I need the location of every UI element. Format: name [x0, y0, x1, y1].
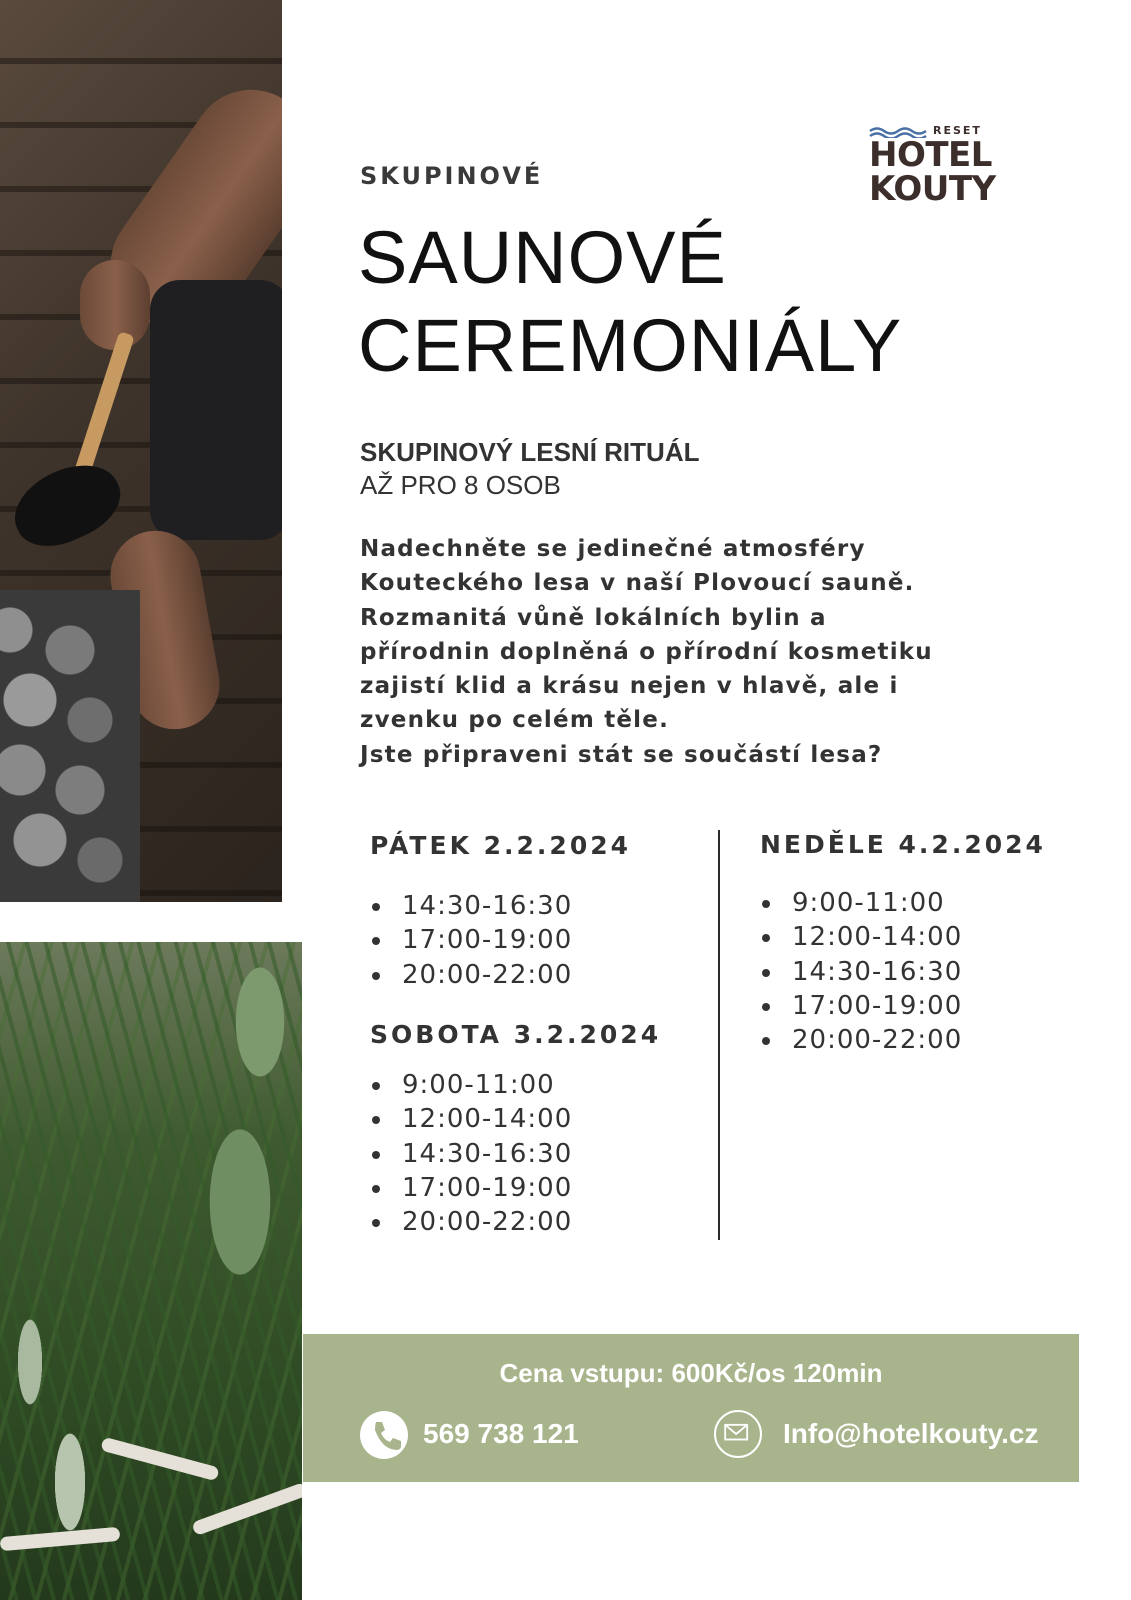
- saturday-heading: SOBOTA 3.2.2024: [370, 1020, 662, 1049]
- sunday-times: [748, 886, 962, 1057]
- time-slot: • 17:00-19:00: [394, 923, 572, 957]
- description-line: zajistí klid a krásu nejen v hlavě, ale i: [360, 673, 899, 700]
- eyebrow-text: SKUPINOVÉ: [360, 162, 544, 190]
- description: [360, 532, 1060, 772]
- time-slot: • 12:00-14:00: [394, 1102, 572, 1136]
- time-slot: • 14:30-16:30: [394, 1137, 572, 1171]
- sunday-heading: NEDĚLE 4.2.2024: [760, 830, 1046, 859]
- description-line: přírodnin doplněná o přírodní kosmetiku: [360, 638, 933, 665]
- column-divider: [718, 830, 720, 1240]
- time-slot: • 17:00-19:00: [394, 1171, 572, 1205]
- sauna-photo: [0, 0, 282, 902]
- friday-heading: PÁTEK 2.2.2024: [370, 831, 632, 860]
- title-line-1: SAUNOVÉ: [358, 216, 727, 299]
- page-title: [358, 214, 902, 390]
- description-line: Jste připraveni stát se součástí lesa?: [360, 741, 883, 768]
- logo-kouty: KOUTY: [869, 169, 996, 209]
- time-slot: • 20:00-22:00: [784, 1023, 962, 1057]
- time-slot: • 9:00-11:00: [784, 886, 962, 920]
- friday-times: [358, 889, 572, 992]
- time-slot: • 17:00-19:00: [784, 989, 962, 1023]
- saturday-times: [358, 1068, 572, 1239]
- logo-reset: RESET: [933, 124, 982, 137]
- herbs-photo: [0, 942, 302, 1600]
- price-contact-band: [303, 1334, 1079, 1482]
- price-text: Cena vstupu: 600Kč/os 120min: [499, 1358, 883, 1388]
- description-line: Rozmanitá vůně lokálních bylin a: [360, 604, 827, 631]
- phone-number[interactable]: 569 738 121: [423, 1418, 579, 1449]
- phone-icon: [360, 1411, 408, 1459]
- logo-hotel: HOTEL: [869, 135, 992, 175]
- ritual-title: SKUPINOVÝ LESNÍ RITUÁL: [360, 437, 700, 467]
- time-slot: • 20:00-22:00: [394, 958, 572, 992]
- email-link[interactable]: Info@hotelkouty.cz: [783, 1418, 1039, 1449]
- time-slot: • 14:30-16:30: [394, 889, 572, 923]
- time-slot: • 12:00-14:00: [784, 920, 962, 954]
- mail-icon: [714, 1410, 762, 1458]
- ritual-subtitle: AŽ PRO 8 OSOB: [360, 470, 561, 500]
- time-slot: • 9:00-11:00: [394, 1068, 572, 1102]
- description-line: Kouteckého lesa v naší Plovoucí sauně.: [360, 570, 915, 597]
- description-line: Nadechněte se jedinečné atmosféry: [360, 536, 866, 562]
- time-slot: • 20:00-22:00: [394, 1205, 572, 1239]
- description-line: zvenku po celém těle.: [360, 707, 670, 734]
- time-slot: • 14:30-16:30: [784, 955, 962, 989]
- title-line-2: CEREMONIÁLY: [358, 304, 903, 387]
